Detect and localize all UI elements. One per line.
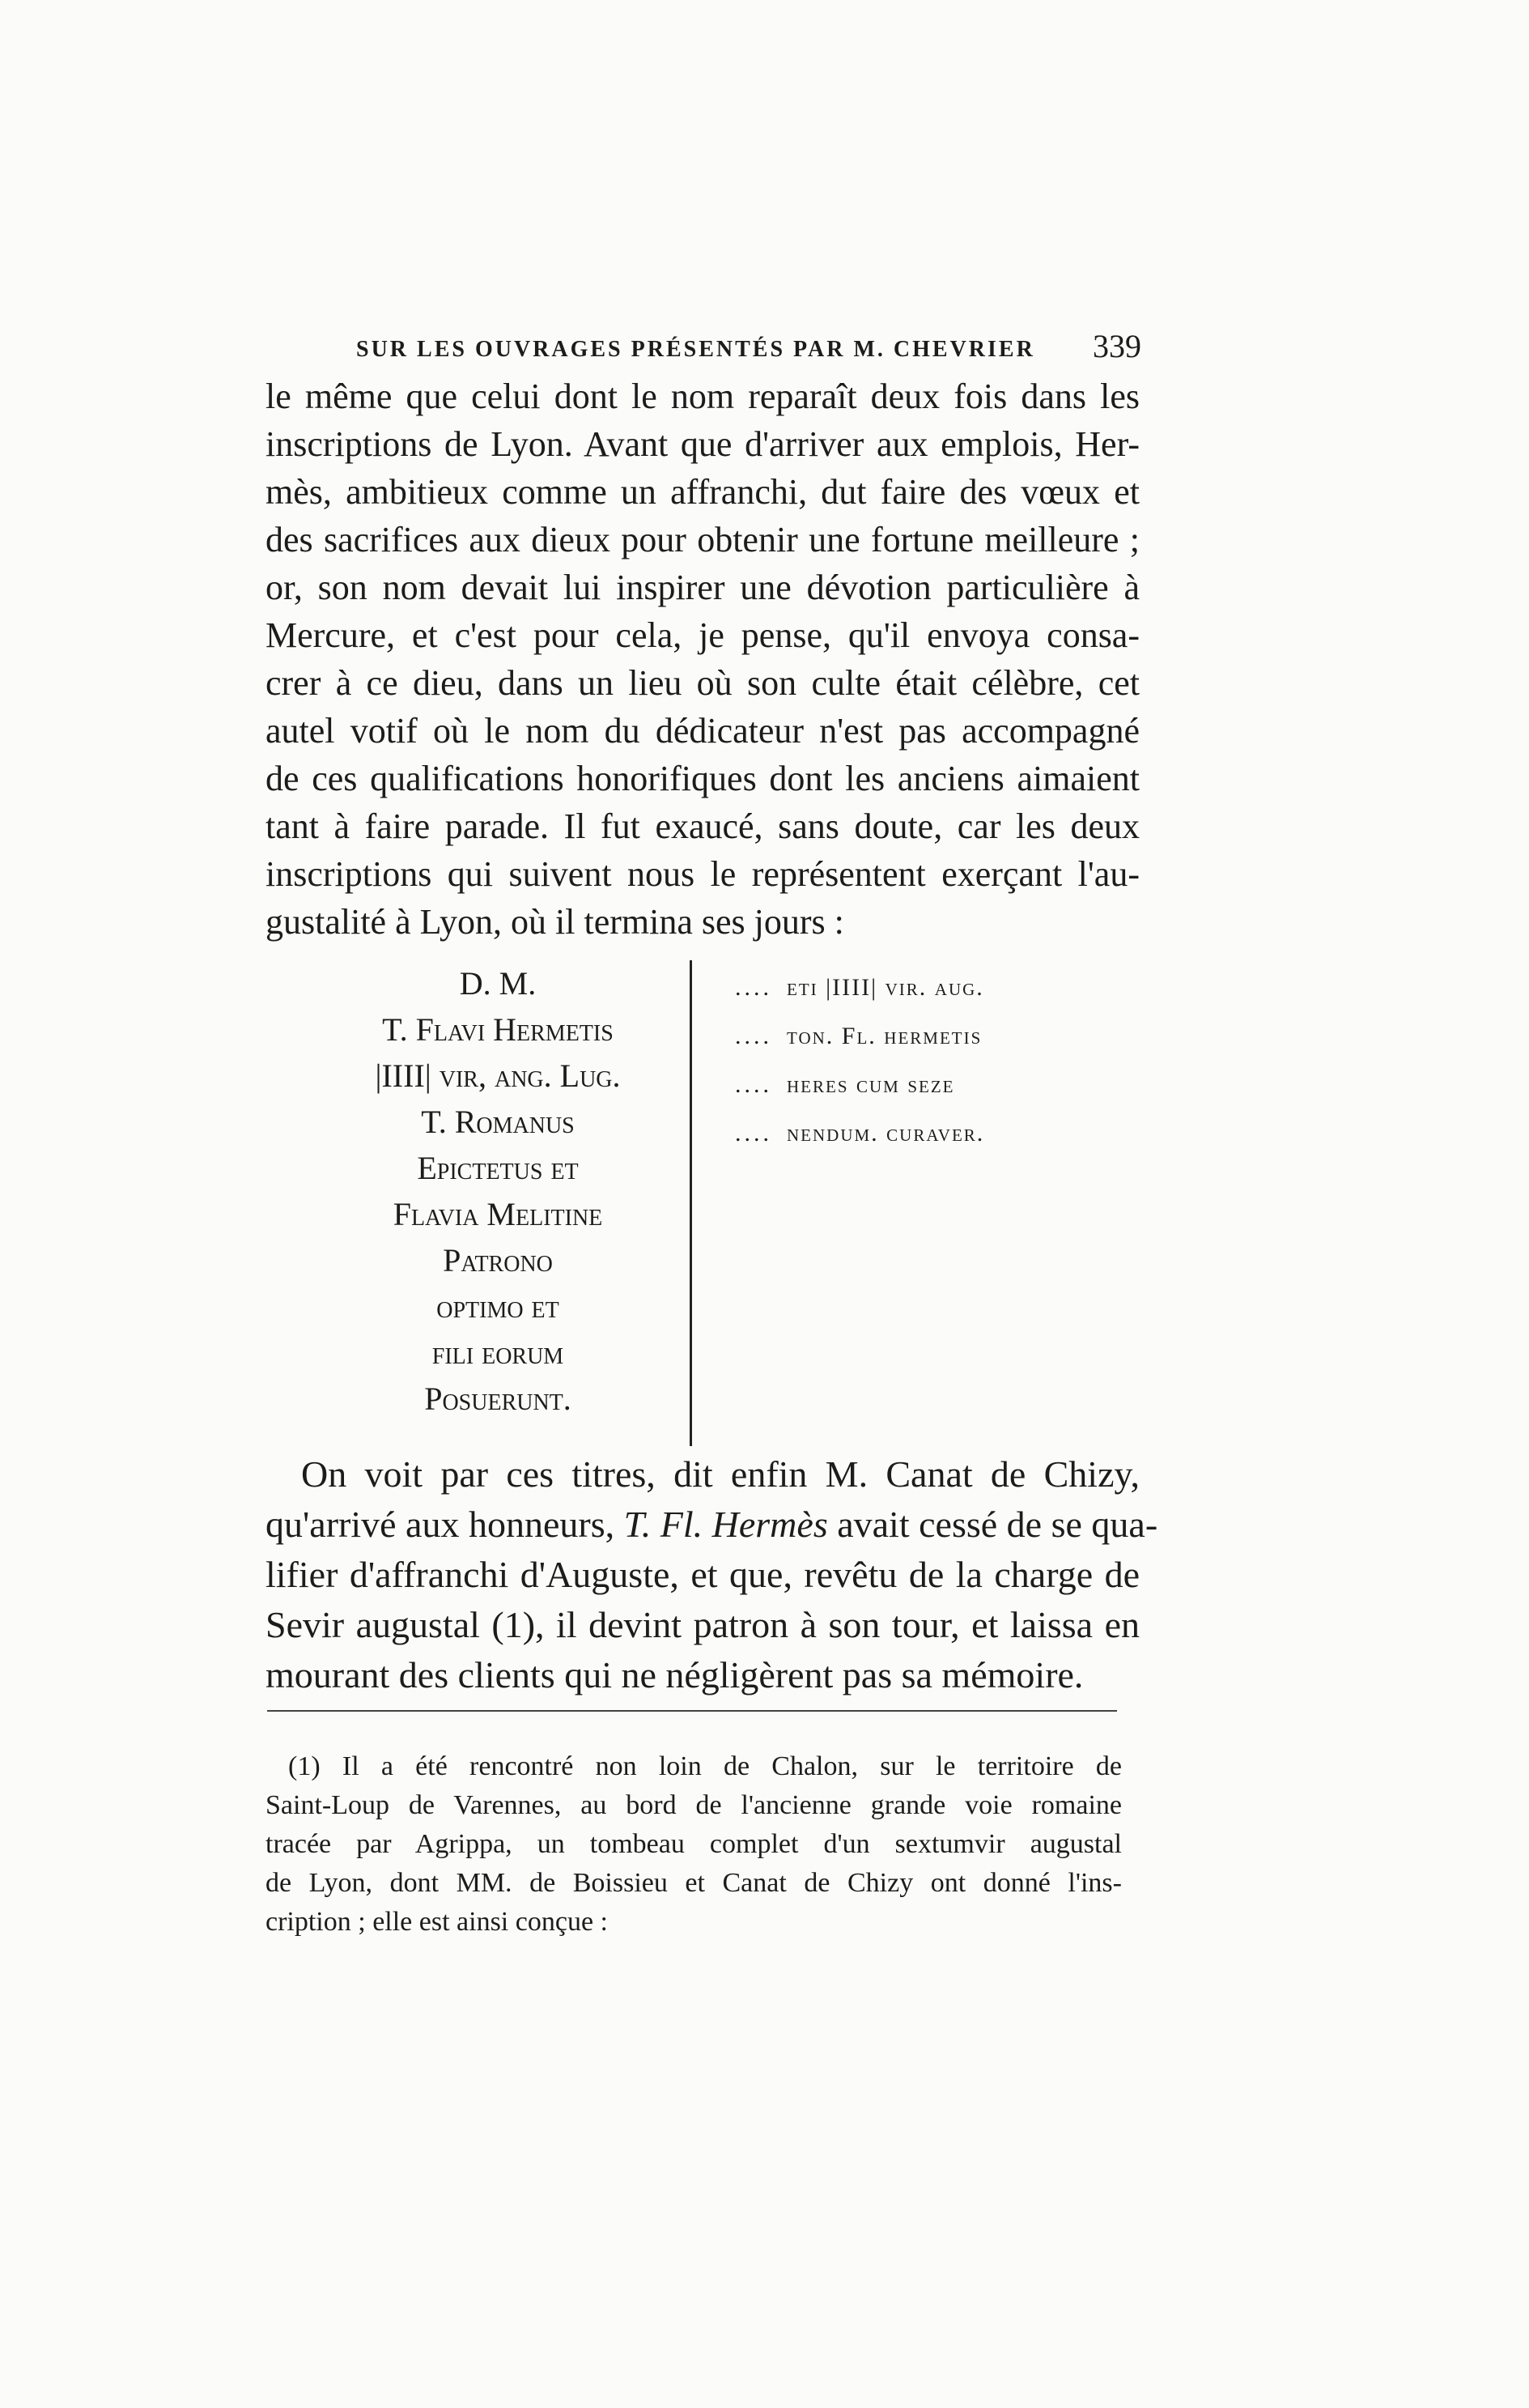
text-line: mès, ambitieux comme un affranchi, dut faire des vœux et xyxy=(265,472,1140,512)
inscription-line: Patrono xyxy=(443,1242,553,1278)
inscription-line: optimo et xyxy=(436,1288,559,1325)
text-line: des sacrifices aux dieux pour obtenir une fortune meilleure ; xyxy=(265,520,1140,559)
text-line: or, son nom devait lui inspirer une dévotion particulière à xyxy=(265,568,1140,607)
inscription-line: Posuerunt. xyxy=(424,1381,571,1417)
inscription-line: fili eorum xyxy=(431,1334,564,1371)
footnote xyxy=(265,1747,1122,1942)
inscription-line xyxy=(735,1012,1156,1061)
text-line: mourant des clients qui ne négligèrent pas sa mémoire. xyxy=(265,1654,1084,1695)
text-segment: avait cessé de se qua- xyxy=(827,1504,1158,1545)
inscription-line xyxy=(735,1109,1156,1158)
ellipsis-mark: .... xyxy=(735,974,772,1001)
inscription-line: |IIII| vir, ang. Lug. xyxy=(375,1057,621,1094)
text-line: lifier d'affranchi d'Auguste, et que, revêtu de la charge de xyxy=(265,1554,1140,1595)
ellipsis-mark: .... xyxy=(735,1120,772,1147)
paragraph-2 xyxy=(265,1449,1158,1700)
text-line: inscriptions qui suivent nous le représentent exerçant l'au- xyxy=(265,854,1140,894)
inscription-line: Flavia Melitine xyxy=(393,1196,603,1232)
footnote-line: tracée par Agrippa, un tombeau complet d'un sextumvir augustal xyxy=(265,1829,1122,1859)
inscription-line xyxy=(735,1061,1156,1109)
text-line: crer à ce dieu, dans un lieu où son culte était célèbre, cet xyxy=(265,663,1140,703)
emphasized-name: T. Fl. Hermès xyxy=(623,1504,828,1545)
text-line: autel votif où le nom du dédicateur n'est pas accompagné xyxy=(265,711,1140,751)
running-head: SUR LES OUVRAGES PRÉSENTÉS PAR M. CHEVRIER xyxy=(356,337,1035,362)
footnote-line: de Lyon, dont MM. de Boissieu et Canat de Chizy ont donné l'ins- xyxy=(265,1868,1122,1898)
inscription-divider xyxy=(690,960,692,1446)
ellipsis-mark: .... xyxy=(735,1071,772,1098)
page-number: 339 xyxy=(1093,328,1141,364)
inscription-line: Epictetus et xyxy=(417,1150,579,1186)
inscription-text: heres cum seze xyxy=(787,1071,955,1098)
text-line: tant à faire parade. Il fut exaucé, sans doute, car les deux xyxy=(265,806,1140,846)
footnote-line: cription ; elle est ainsi conçue : xyxy=(265,1907,608,1937)
text-line: inscriptions de Lyon. Avant que d'arriver aux emplois, Her- xyxy=(265,424,1140,464)
text-line: gustalité à Lyon, où il termina ses jours : xyxy=(265,902,844,942)
inscription-text: ton. Fl. hermetis xyxy=(787,1023,983,1049)
inscription-line xyxy=(735,964,1156,1012)
footnote-line: (1) Il a été rencontré non loin de Chalon, sur le territoire de xyxy=(288,1751,1122,1781)
inscription-right xyxy=(735,964,1156,1158)
inscription-text: eti |IIII| vir. aug. xyxy=(787,974,984,1001)
paragraph-1 xyxy=(265,372,1140,946)
text-line xyxy=(265,1500,1158,1550)
text-line: On voit par ces titres, dit enfin M. Canat de Chizy, xyxy=(301,1453,1140,1495)
ellipsis-mark: .... xyxy=(735,1023,772,1049)
inscription-line: T. Flavi Hermetis xyxy=(382,1011,614,1048)
text-line: de ces qualifications honorifiques dont les anciens aimaient xyxy=(265,759,1140,798)
footnote-line: Saint-Loup de Varennes, au bord de l'ancienne grande voie romaine xyxy=(265,1790,1122,1820)
footnote-rule xyxy=(267,1710,1117,1712)
inscription-text: nendum. curaver. xyxy=(787,1120,985,1147)
page-header xyxy=(356,327,1141,368)
text-segment: qu'arrivé aux honneurs, xyxy=(265,1504,624,1545)
inscription-line: D. M. xyxy=(459,965,537,1002)
inscription-left xyxy=(308,960,688,1422)
text-line: Sevir augustal (1), il devint patron à son tour, et laissa en xyxy=(265,1604,1140,1645)
text-line: Mercure, et c'est pour cela, je pense, qu'il envoya consa- xyxy=(265,615,1140,655)
text-line: le même que celui dont le nom reparaît deux fois dans les xyxy=(265,377,1140,416)
inscription-line: T. Romanus xyxy=(421,1104,575,1140)
